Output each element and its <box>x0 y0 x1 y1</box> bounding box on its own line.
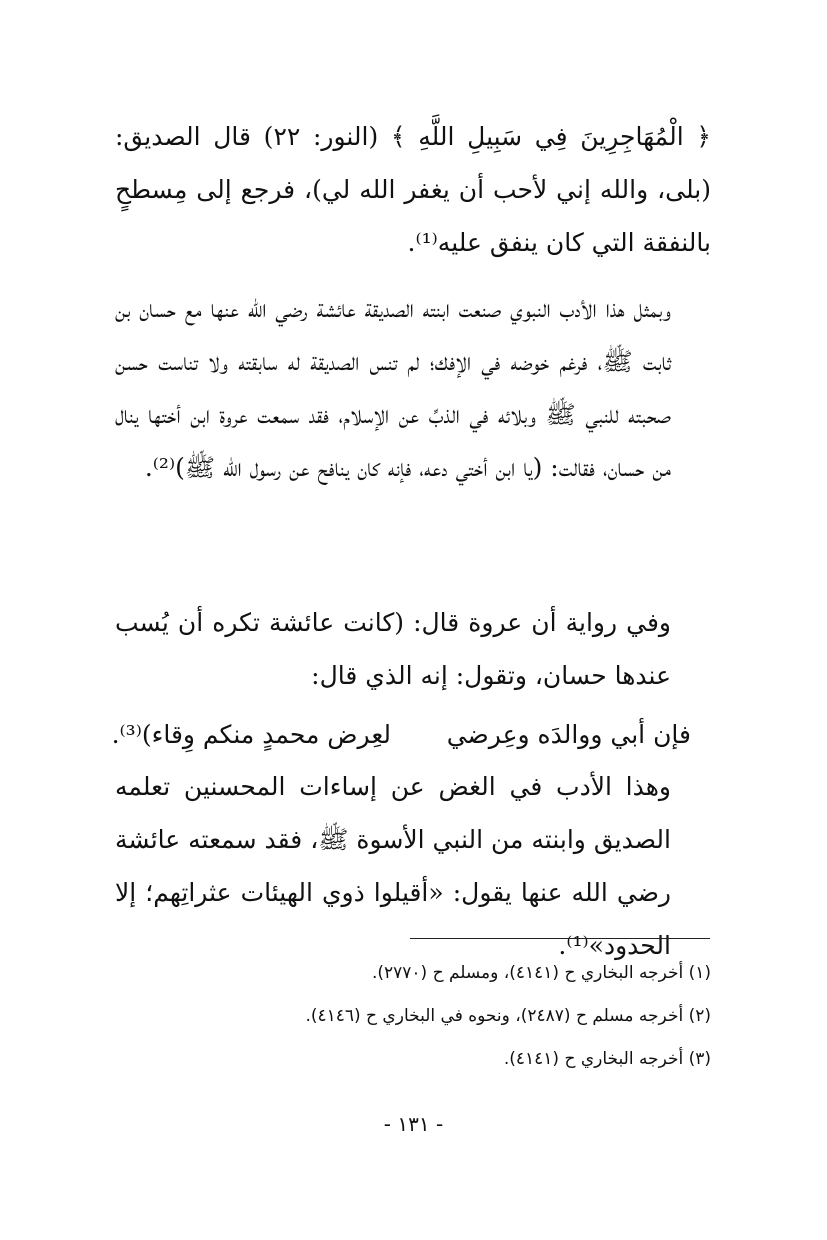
footnote-3: (٣) أخرجه البخاري ح (٤١٤١). <box>503 1049 711 1069</box>
paragraph-4-text: وهذا الأدب في الغض عن إساءات المحسنين تعلمه الصديق وابنته من النبي الأسوة ﷺ، فقد سمعته عائشة رضي الله عنها يقول: «أقيلوا ذوي الهيئات عثراتِهم؛ إلا الحدود»⁽¹⁾. <box>115 772 671 960</box>
poem-hemistich-second: لعِرض محمدٍ منكم وِقاء)⁽³⁾. <box>111 720 391 749</box>
paragraph-3-text: وفي رواية أن عروة قال: (كانت عائشة تكره أن يُسب عندها حسان، وتقول: إنه الذي قال: <box>115 608 671 690</box>
poem-hemistich-first: فإن أبي ووالدَه وعِرضي <box>446 720 691 749</box>
paragraph-4 <box>115 760 711 972</box>
paragraph-1 <box>115 110 711 269</box>
footnote-1: (١) أخرجه البخاري ح (٤١٤١)، ومسلم ح (٢٧٧٠). <box>371 963 711 983</box>
paragraph-1-text: ﴿ الْمُهَاجِرِينَ فِي سَبِيلِ اللَّهِ ﴾ (النور: ٢٢) قال الصديق: (بلى، والله إني لأحب أن يغفر الله لي)، فرجع إلى مِسطحٍ بالنفقة التي كان ينفق عليه⁽¹⁾. <box>115 122 711 257</box>
footnotes <box>115 952 711 1081</box>
poem-verse <box>111 708 711 761</box>
paragraph-2-text: وبمثل هذا الأدب النبوي صنعت ابنته الصديقة عائشة رضي الله عنها مع حسان بن ثابت ﷺ، فرغم خوضه في الإفك؛ لم تنس الصديقة له سابقته ولا تناست حسن صحبته للنبي ﷺ وبلائه في الذبِّ عن الإسلام، فقد سمعت عروة ابن أختها ينال من حسان، فقالت: (يا ابن أختي دعه، فإنه كان ينافح عن رسول الله ﷺ)⁽²⁾. <box>115 294 671 482</box>
footnote-divider <box>410 938 710 939</box>
paragraph-2 <box>115 282 711 494</box>
page-number: - ١٣١ - <box>383 1112 444 1136</box>
paragraph-3 <box>115 596 711 702</box>
footnote-2: (٢) أخرجه مسلم ح (٢٤٨٧)، ونحوه في البخاري ح (٤١٤٦). <box>305 1006 711 1026</box>
